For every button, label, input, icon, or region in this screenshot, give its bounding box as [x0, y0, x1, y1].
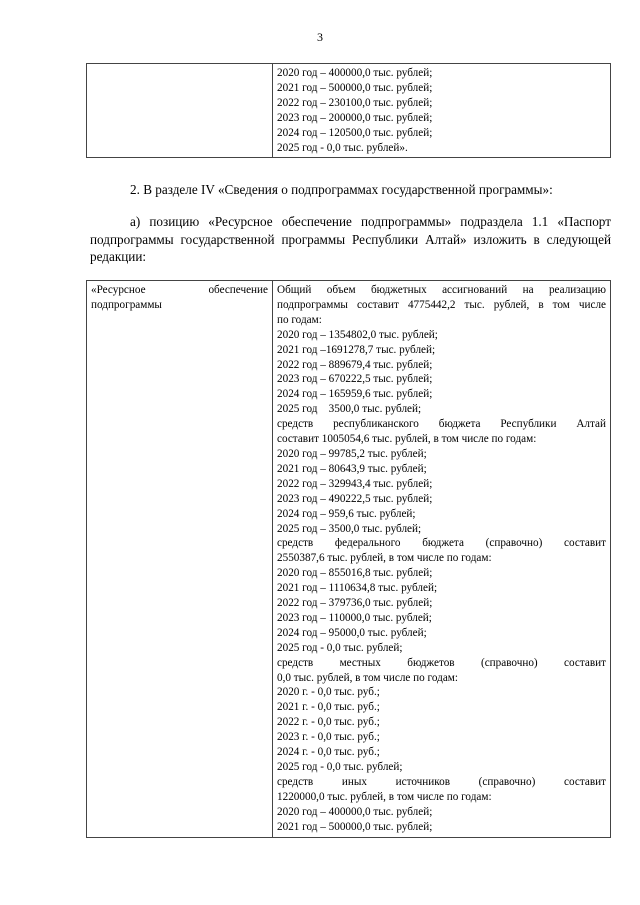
funding-line: 2022 год – 230100,0 тыс. рублей; — [277, 96, 433, 109]
resource-line: 2020 год – 855016,8 тыс. рублей; — [277, 567, 433, 580]
resource-line: средств федерального бюджета (справочно) составит — [277, 537, 606, 550]
resource-line: 2020 год – 1354802,0 тыс. рублей; — [277, 328, 438, 341]
resource-line: 2024 год – 959,6 тыс. рублей; — [277, 507, 416, 520]
resource-line: 2024 год – 95000,0 тыс. рублей; — [277, 626, 427, 639]
resource-line: 2023 г. - 0,0 тыс. руб.; — [277, 731, 380, 744]
continuation-table — [86, 63, 611, 158]
funding-line: 2024 год – 120500,0 тыс. рублей; — [277, 126, 433, 139]
resource-line: 2550387,6 тыс. рублей, в том числе по годам: — [277, 552, 492, 565]
resource-line: Общий объем бюджетных ассигнований на реализацию — [277, 284, 606, 296]
resource-line: 2025 год 3500,0 тыс. рублей; — [277, 403, 422, 416]
resource-line: 2020 г. - 0,0 тыс. руб.; — [277, 686, 380, 699]
resource-line: средств местных бюджетов (справочно) составит — [277, 656, 606, 669]
resource-line: 2021 год –1691278,7 тыс. рублей; — [277, 343, 436, 356]
resource-line: 2022 год – 379736,0 тыс. рублей; — [277, 597, 433, 610]
resource-table — [86, 280, 611, 838]
resource-label-line: подпрограммы — [91, 298, 162, 311]
resource-line: 2024 г. - 0,0 тыс. руб.; — [277, 746, 380, 759]
funding-lines-cell — [273, 64, 611, 158]
resource-line: составит 1005054,6 тыс. рублей, в том числе по годам: — [277, 433, 537, 446]
resource-line: 2025 год - 0,0 тыс. рублей; — [277, 761, 403, 773]
resource-line: средств иных источников (справочно) составит — [277, 775, 606, 788]
resource-line: 2021 год – 80643,9 тыс. рублей; — [277, 462, 427, 475]
resource-line: средств республиканского бюджета Республики Алтай — [277, 418, 606, 431]
resource-line: 2020 год – 400000,0 тыс. рублей; — [277, 805, 433, 818]
resource-line: 2025 год - 0,0 тыс. рублей; — [277, 641, 403, 654]
resource-line: 2021 г. - 0,0 тыс. руб.; — [277, 701, 380, 714]
funding-line: 2025 год - 0,0 тыс. рублей». — [277, 141, 408, 154]
resource-lines-cell — [273, 281, 611, 838]
resource-line: 2022 г. - 0,0 тыс. руб.; — [277, 716, 380, 729]
resource-line: 2024 год – 165959,6 тыс. рублей; — [277, 388, 433, 401]
table-row — [87, 64, 611, 158]
resource-line: 2021 год – 1110634,8 тыс. рублей; — [277, 582, 438, 595]
paragraph-subitem-a: а) позицию «Ресурсное обеспечение подпрограммы» подраздела 1.1 «Паспорт подпрограммы государственной программы Республики Алтай» изложить в следующей редакции: — [90, 214, 611, 264]
funding-line: 2021 год – 500000,0 тыс. рублей; — [277, 81, 433, 94]
resource-line: 2022 год – 329943,4 тыс. рублей; — [277, 477, 433, 490]
funding-line: 2023 год – 200000,0 тыс. рублей; — [277, 111, 433, 124]
paragraph-section-iv: 2. В разделе IV «Сведения о подпрограммах государственной программы»: — [130, 182, 553, 197]
resource-line: по годам: — [277, 313, 322, 326]
resource-line: 1220000,0 тыс. рублей, в том числе по годам: — [277, 790, 492, 803]
table-row — [87, 281, 611, 838]
resource-line: 2023 год – 490222,5 тыс. рублей; — [277, 492, 433, 505]
resource-label-cell — [87, 281, 273, 838]
page-number: 3 — [317, 30, 323, 44]
resource-line: 2025 год – 3500,0 тыс. рублей; — [277, 522, 422, 535]
resource-line: 2021 год – 500000,0 тыс. рублей; — [277, 820, 433, 833]
funding-line: 2020 год – 400000,0 тыс. рублей; — [277, 67, 433, 79]
left-cell — [87, 64, 273, 158]
resource-line: подпрограммы составит 4775442,2 тыс. рублей, в том числе — [277, 298, 606, 311]
resource-line: 2022 год – 889679,4 тыс. рублей; — [277, 358, 433, 371]
resource-line: 0,0 тыс. рублей, в том числе по годам: — [277, 671, 458, 684]
resource-line: 2023 год – 110000,0 тыс. рублей; — [277, 611, 432, 624]
resource-line: 2020 год – 99785,2 тыс. рублей; — [277, 447, 427, 460]
resource-label-line: «Ресурсное обеспечение — [91, 284, 268, 296]
resource-line: 2023 год – 670222,5 тыс. рублей; — [277, 373, 433, 386]
